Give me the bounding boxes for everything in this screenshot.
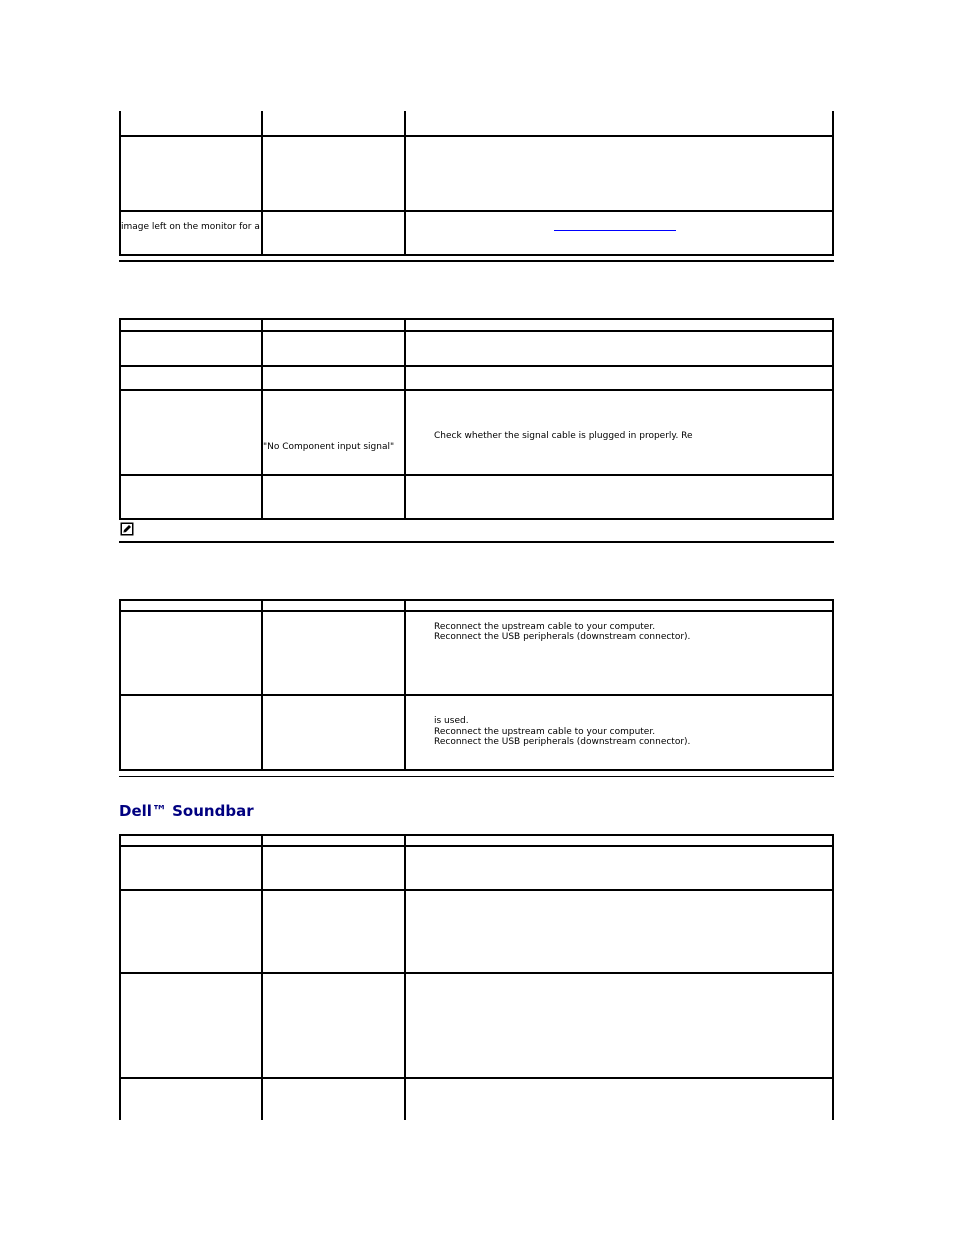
table-border: [119, 834, 834, 836]
column-divider: [404, 111, 406, 256]
row-divider: [119, 889, 834, 891]
table-border: [119, 769, 834, 771]
section-divider: [119, 776, 834, 777]
list-item: Reconnect the USB peripherals (downstream connector).: [434, 737, 691, 747]
table-border: [119, 254, 834, 256]
row-divider: [119, 1077, 834, 1079]
row-divider: [119, 474, 834, 476]
column-divider: [261, 111, 263, 256]
header-divider: [119, 845, 834, 847]
table-border: [832, 599, 834, 771]
section-divider: [119, 541, 834, 543]
table-cell: "No Component input signal": [263, 442, 395, 452]
column-divider: [261, 599, 263, 771]
table-border: [119, 518, 834, 520]
table-cell: Check whether the signal cable is plugged in properly. Re: [434, 431, 693, 441]
table-border: [832, 318, 834, 520]
table-border: [119, 599, 834, 601]
list-item: is used.: [434, 716, 469, 726]
table-border: [119, 318, 121, 520]
row-divider: [119, 135, 834, 137]
row-divider: [119, 694, 834, 696]
table-border: [119, 318, 834, 320]
table-border: [832, 834, 834, 1120]
row-divider: [119, 210, 834, 212]
column-divider: [261, 834, 263, 1120]
section-heading: Dell™ Soundbar: [119, 802, 254, 820]
column-divider: [404, 599, 406, 771]
row-divider: [119, 389, 834, 391]
list-item: Reconnect the USB peripherals (downstream connector).: [434, 632, 691, 642]
column-divider: [404, 834, 406, 1120]
row-divider: [119, 972, 834, 974]
section-divider: [119, 260, 834, 262]
table-border: [832, 111, 834, 256]
column-divider: [261, 318, 263, 520]
header-divider: [119, 330, 834, 332]
support-link[interactable]: [554, 230, 676, 231]
row-divider: [119, 365, 834, 367]
table-border: [119, 834, 121, 1120]
table-cell: image left on the monitor for a: [121, 222, 260, 232]
table-border: [119, 111, 121, 256]
table-border: [119, 599, 121, 771]
note-pencil-icon: [120, 522, 134, 536]
column-divider: [404, 318, 406, 520]
list-item: Reconnect the upstream cable to your computer.: [434, 727, 656, 737]
header-divider: [119, 610, 834, 612]
list-item: Reconnect the upstream cable to your computer.: [434, 622, 656, 632]
